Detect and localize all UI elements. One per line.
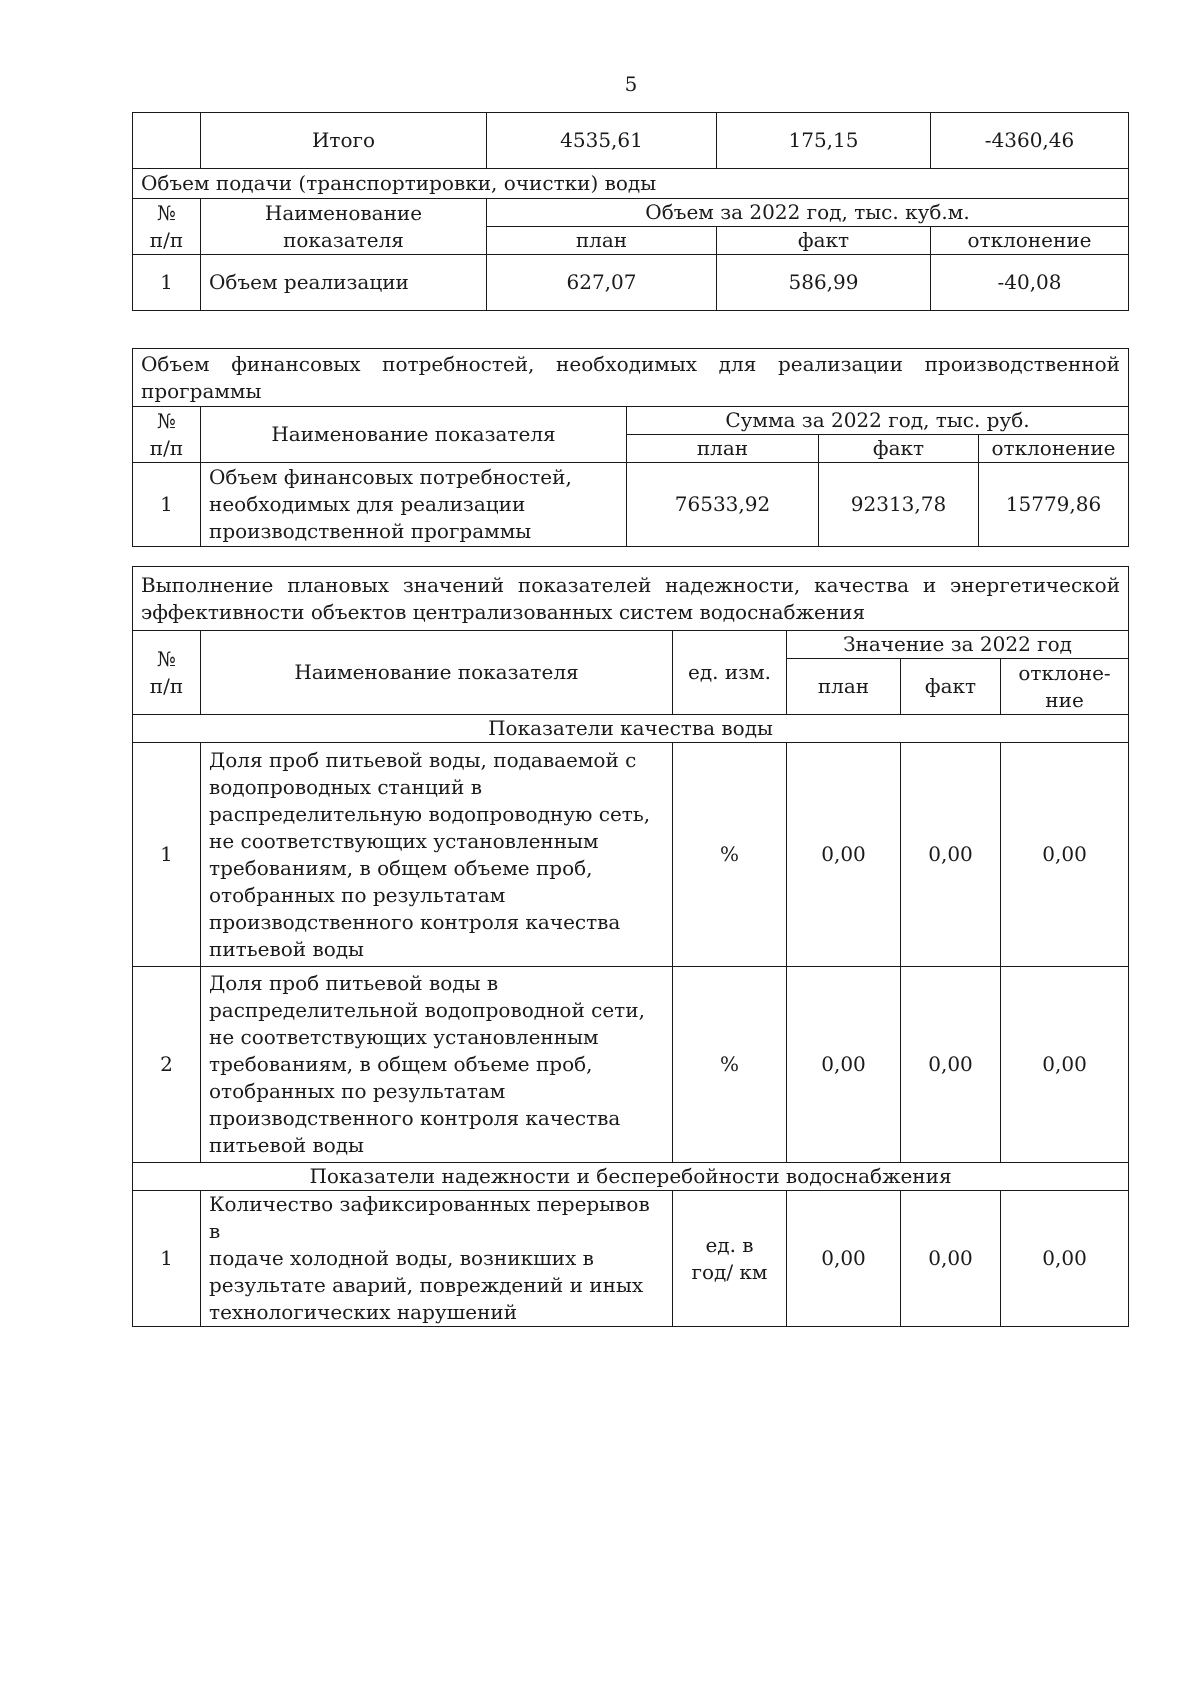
page-number: 5 bbox=[624, 72, 638, 96]
table-title: Выполнение плановых значений показателей надежности, качества и энергетической эффективности объектов централизованных систем водоснабжения bbox=[133, 567, 1129, 631]
row-name: Доля проб питьевой воды, подаваемой с водопроводных станций в распределительную водопроводную сеть, не соответствующих установленным требованиям, в общем объеме проб, отобранных по результатам производственного контроля качества питьевой воды bbox=[201, 743, 673, 967]
section-reliability: Показатели надежности и бесперебойности водоснабжения bbox=[133, 1163, 1129, 1191]
table-title: Объем финансовых потребностей, необходимых для реализации производственной программы bbox=[133, 349, 1129, 407]
row-num: 1 bbox=[133, 1191, 201, 1327]
row-num: 1 bbox=[133, 255, 201, 311]
row-unit: % bbox=[673, 743, 787, 967]
row-unit: % bbox=[673, 967, 787, 1163]
header-fact: факт bbox=[819, 435, 979, 463]
row-fact: 92313,78 bbox=[819, 463, 979, 547]
row-fact: 0,00 bbox=[901, 967, 1001, 1163]
header-plan: план bbox=[627, 435, 819, 463]
table-row bbox=[133, 967, 1129, 1163]
row-name: Объем финансовых потребностей, необходимых для реализации производственной программы bbox=[201, 463, 627, 547]
row-fact: 0,00 bbox=[901, 1191, 1001, 1327]
row-num: 1 bbox=[133, 463, 201, 547]
header-unit: ед. изм. bbox=[673, 631, 787, 715]
row-fact: 0,00 bbox=[901, 743, 1001, 967]
row-deviation: 0,00 bbox=[1001, 1191, 1129, 1327]
row-plan: 627,07 bbox=[487, 255, 717, 311]
header-num: № п/п bbox=[133, 631, 201, 715]
row-num: 2 bbox=[133, 967, 201, 1163]
indicators-table bbox=[132, 566, 1129, 1327]
header-deviation: отклонение bbox=[979, 435, 1129, 463]
header-num: № п/п bbox=[133, 407, 201, 463]
empty-cell bbox=[133, 113, 201, 169]
total-row bbox=[133, 113, 1129, 169]
total-deviation: -4360,46 bbox=[931, 113, 1129, 169]
row-plan: 0,00 bbox=[787, 967, 901, 1163]
header-name: Наименование показателя bbox=[201, 631, 673, 715]
row-plan: 0,00 bbox=[787, 743, 901, 967]
table-row bbox=[133, 1191, 1129, 1327]
header-name: Наименование показателя bbox=[201, 407, 627, 463]
row-plan: 0,00 bbox=[787, 1191, 901, 1327]
row-deviation: 0,00 bbox=[1001, 967, 1129, 1163]
total-label: Итого bbox=[201, 113, 487, 169]
header-num: № п/п bbox=[133, 199, 201, 255]
header-period: Сумма за 2022 год, тыс. руб. bbox=[627, 407, 1129, 435]
row-deviation: -40,08 bbox=[931, 255, 1129, 311]
header-period: Объем за 2022 год, тыс. куб.м. bbox=[487, 199, 1129, 227]
total-plan: 4535,61 bbox=[487, 113, 717, 169]
header-deviation: отклонение bbox=[931, 227, 1129, 255]
table-row bbox=[133, 463, 1129, 547]
header-period: Значение за 2022 год bbox=[787, 631, 1129, 659]
row-num: 1 bbox=[133, 743, 201, 967]
financial-needs-table bbox=[132, 348, 1129, 547]
header-plan: план bbox=[487, 227, 717, 255]
row-fact: 586,99 bbox=[717, 255, 931, 311]
row-unit: ед. в год/ км bbox=[673, 1191, 787, 1327]
header-plan: план bbox=[787, 659, 901, 715]
supply-volume-table bbox=[132, 112, 1129, 311]
header-fact: факт bbox=[717, 227, 931, 255]
row-name: Количество зафиксированных перерывов в подаче холодной воды, возникших в результате аварий, повреждений и иных технологических нарушений bbox=[201, 1191, 673, 1327]
row-deviation: 15779,86 bbox=[979, 463, 1129, 547]
row-name: Объем реализации bbox=[201, 255, 487, 311]
header-fact: факт bbox=[901, 659, 1001, 715]
total-fact: 175,15 bbox=[717, 113, 931, 169]
section-title: Объем подачи (транспортировки, очистки) воды bbox=[133, 169, 1129, 199]
row-plan: 76533,92 bbox=[627, 463, 819, 547]
header-deviation: отклоне- ние bbox=[1001, 659, 1129, 715]
row-name: Доля проб питьевой воды в распределительной водопроводной сети, не соответствующих установленным требованиям, в общем объеме проб, отобранных по результатам производственного контроля качества питьевой воды bbox=[201, 967, 673, 1163]
table-row bbox=[133, 255, 1129, 311]
row-deviation: 0,00 bbox=[1001, 743, 1129, 967]
header-name: Наименование показателя bbox=[201, 199, 487, 255]
section-quality: Показатели качества воды bbox=[133, 715, 1129, 743]
table-row bbox=[133, 743, 1129, 967]
